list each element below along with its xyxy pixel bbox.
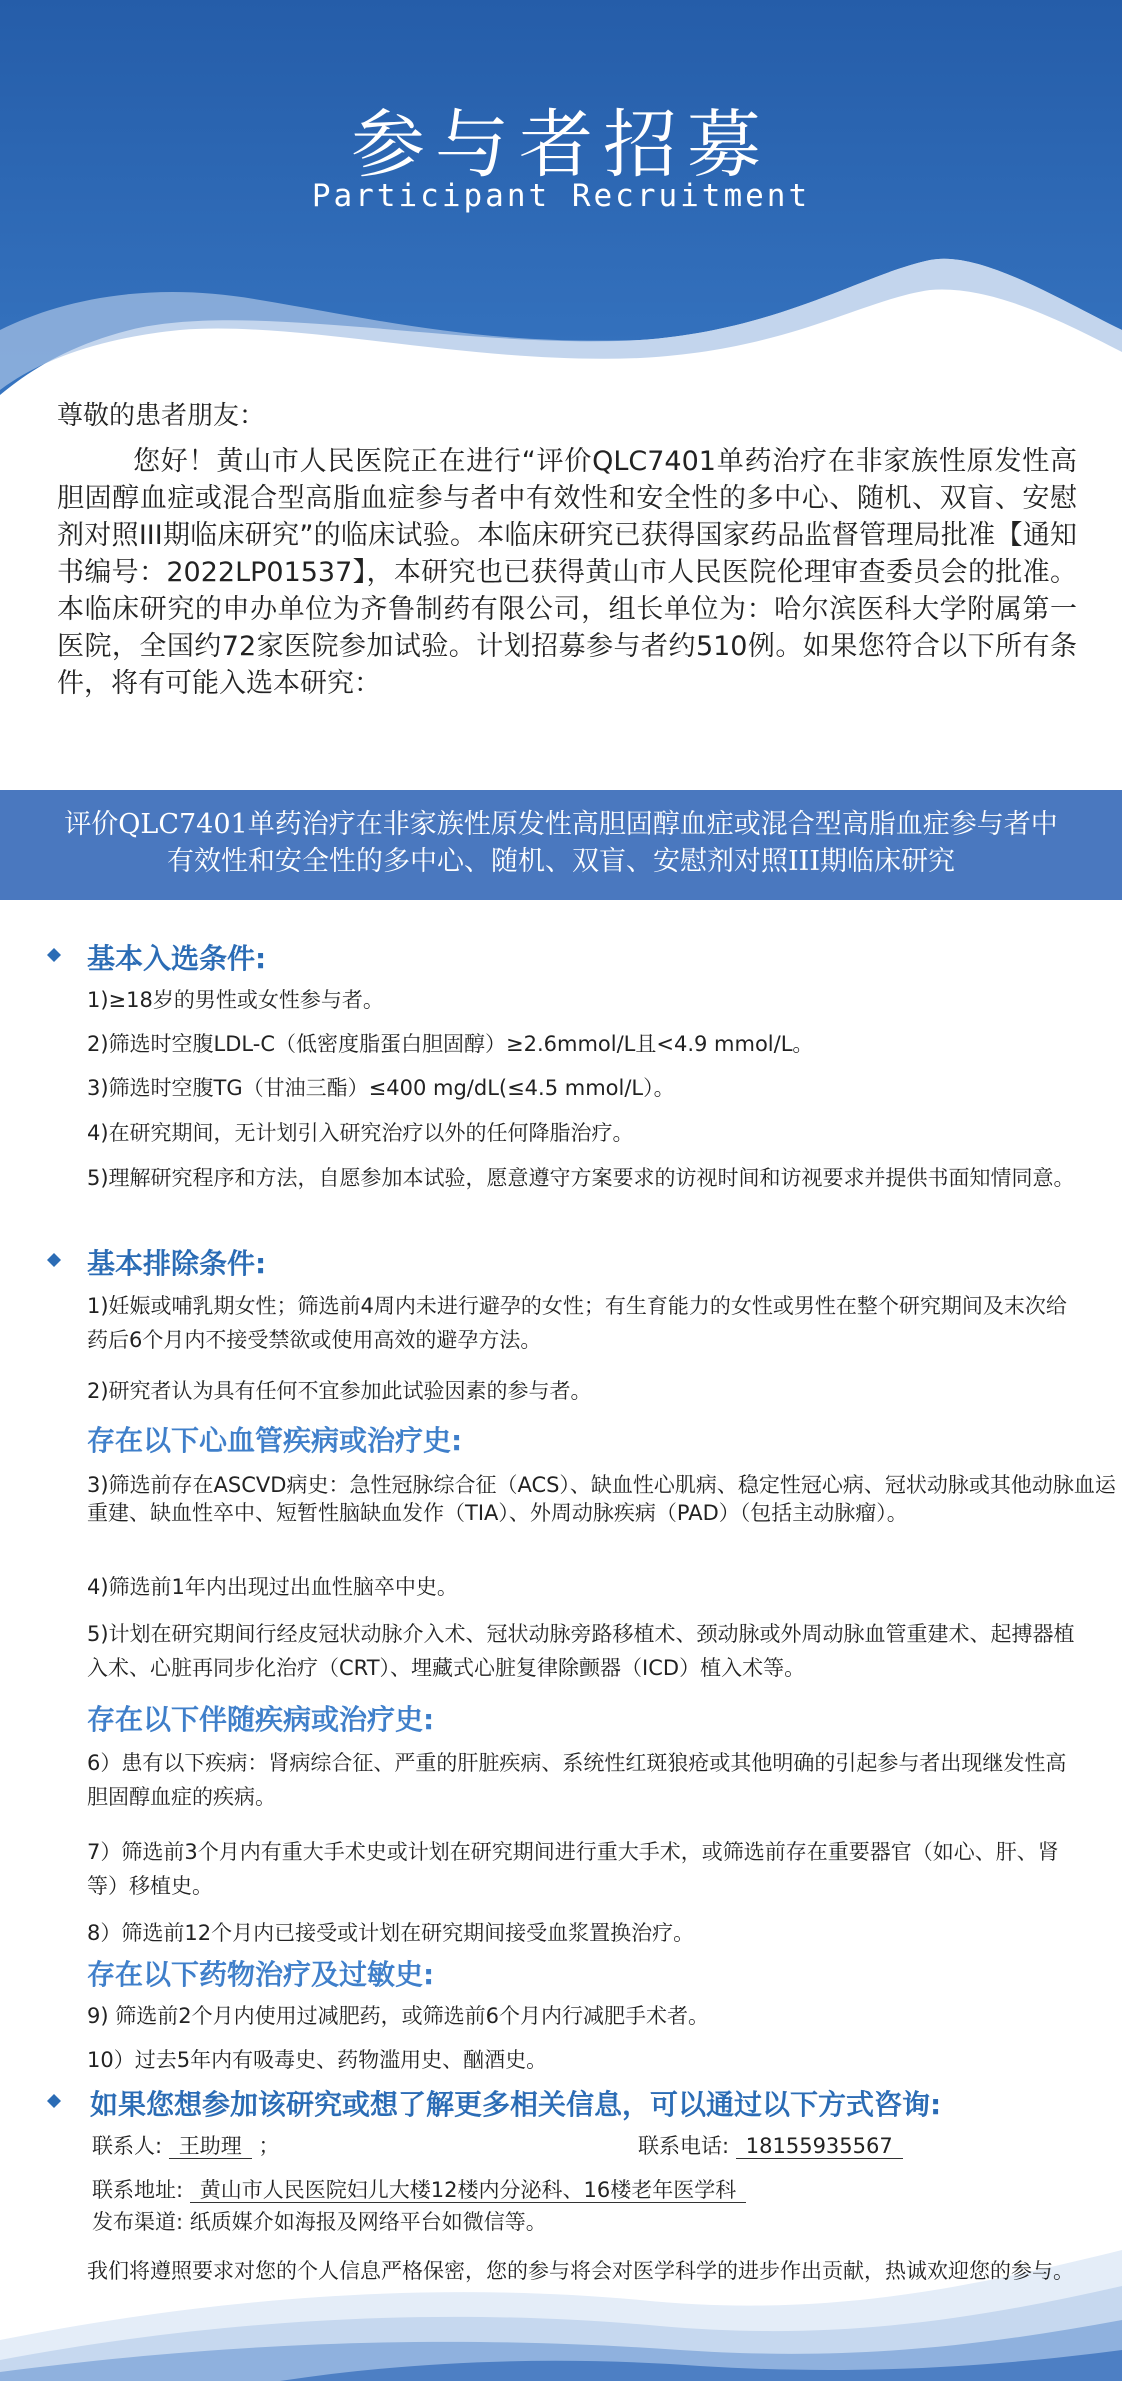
study-title-line2: 有效性和安全性的多中心、随机、双盲、安慰剂对照III期临床研究 — [167, 846, 955, 877]
diamond-bullet-icon — [47, 948, 61, 962]
contact-phone-row — [638, 2130, 903, 2160]
cardio-item: 4)筛选前1年内出现过出血性脑卒中史。 — [87, 1575, 458, 1599]
contact-channel-value: 纸质媒介如海报及网络平台如微信等。 — [189, 2210, 547, 2234]
intro-paragraph: 您好！黄山市人民医院正在进行“评价QLC7401单药治疗在非家族性原发性高胆固醇血症或混合型高脂血症参与者中有效性和安全性的多中心、随机、双盲、安慰剂对照III期临床研究”的临床试验。本临床研究已获得国家药品监督管理局批准【通知书编号：2022LP01537】，本研究也已获得黄山市人民医院伦理审查委员会的批准。本临床研究的申办单位为齐鲁制药有限公司，组长单位为：哈尔滨医科大学附属第一医院，全国约72家医院参加试验。计划招募参与者约510例。如果您符合以下所有条件，将有可能入选本研究： — [57, 446, 1077, 699]
study-title-banner — [0, 790, 1122, 900]
page-title: 参与者招募 — [351, 102, 771, 188]
comorbid-item: 6）患有以下疾病：肾病综合征、严重的肝脏疾病、系统性红斑狼疮或其他明确的引起参与者出现继发性高胆固醇血症的疾病。 — [87, 1751, 1067, 1809]
contact-address-label: 联系地址: — [92, 2178, 184, 2202]
cardio-item: 3)筛选前存在ASCVD病史：急性冠脉综合征（ACS）、缺血性心肌病、稳定性冠心病、冠状动脉或其他动脉血运重建、缺血性卒中、短暂性脑缺血发作（TIA）、外周动脉疾病（PAD）（包括主动脉瘤）。 — [87, 1473, 1116, 1525]
greeting: 尊敬的患者朋友： — [57, 401, 266, 431]
contact-phone-value[interactable]: 18155935567 — [736, 2134, 903, 2159]
inclusion-item: 2)筛选时空腹LDL-C（低密度脂蛋白胆固醇）≥2.6mmol/L且<4.9 mmol/L。 — [87, 1032, 814, 1056]
contact-person-suffix: ； — [258, 2134, 280, 2158]
header-banner — [0, 0, 1122, 400]
contact-channel-label: 发布渠道: — [92, 2210, 184, 2234]
closing-note: 我们将遵照要求对您的个人信息严格保密，您的参与将会对医学科学的进步作出贡献，热诚欢迎您的参与。 — [87, 2259, 1074, 2283]
drug-item: 10）过去5年内有吸毒史、药物滥用史、酗酒史。 — [87, 2048, 548, 2072]
drug-title: 存在以下药物治疗及过敏史: — [87, 1958, 435, 1991]
contact-person-label: 联系人: — [92, 2134, 163, 2158]
contact-person-row — [92, 2130, 279, 2160]
contact-channel-row — [92, 2206, 547, 2236]
cardio-title: 存在以下心血管疾病或治疗史: — [87, 1424, 463, 1457]
comorbid-title: 存在以下伴随疾病或治疗史: — [87, 1703, 435, 1736]
contact-call-to-action: 如果您想参加该研究或想了解更多相关信息，可以通过以下方式咨询: — [90, 2088, 942, 2121]
comorbid-item: 8）筛选前12个月内已接受或计划在研究期间接受血浆置换治疗。 — [87, 1921, 695, 1945]
contact-person-value: 王助理 — [169, 2134, 252, 2159]
diamond-bullet-icon — [47, 1253, 61, 1267]
exclusion-item: 1)妊娠或哺乳期女性；筛选前4周内未进行避孕的女性；有生育能力的女性或男性在整个研究期间及末次给药后6个月内不接受禁欲或使用高效的避孕方法。 — [87, 1294, 1067, 1352]
drug-item: 9) 筛选前2个月内使用过减肥药，或筛选前6个月内行减肥手术者。 — [87, 2004, 709, 2028]
inclusion-item: 3)筛选时空腹TG（甘油三酯）≤400 mg/dL(≤4.5 mmol/L）。 — [87, 1076, 675, 1100]
cardio-item: 5)计划在研究期间行经皮冠状动脉介入术、冠状动脉旁路移植术、颈动脉或外周动脉血管重建术、起搏器植入术、心脏再同步化治疗（CRT）、埋藏式心脏复律除颤器（ICD）植入术等。 — [87, 1622, 1075, 1680]
inclusion-item: 1)≥18岁的男性或女性参与者。 — [87, 988, 384, 1012]
contact-address-value: 黄山市人民医院妇儿大楼12楼内分泌科、16楼老年医学科 — [190, 2178, 746, 2203]
comorbid-item: 7）筛选前3个月内有重大手术史或计划在研究期间进行重大手术，或筛选前存在重要器官（如心、肝、肾等）移植史。 — [87, 1840, 1059, 1898]
inclusion-title: 基本入选条件: — [87, 942, 267, 975]
contact-phone-label: 联系电话: — [638, 2134, 730, 2158]
exclusion-item: 2)研究者认为具有任何不宜参加此试验因素的参与者。 — [87, 1379, 592, 1403]
contact-address-row — [92, 2174, 746, 2204]
inclusion-item: 4)在研究期间，无计划引入研究治疗以外的任何降脂治疗。 — [87, 1121, 634, 1145]
exclusion-title: 基本排除条件: — [87, 1247, 267, 1280]
page-subtitle: Participant Recruitment — [311, 178, 811, 214]
study-title-line1: 评价QLC7401单药治疗在非家族性原发性高胆固醇血症或混合型高脂血症参与者中 — [64, 809, 1058, 840]
inclusion-item: 5)理解研究程序和方法，自愿参加本试验，愿意遵守方案要求的访视时间和访视要求并提供书面知情同意。 — [87, 1166, 1075, 1190]
diamond-bullet-icon — [47, 2094, 61, 2108]
